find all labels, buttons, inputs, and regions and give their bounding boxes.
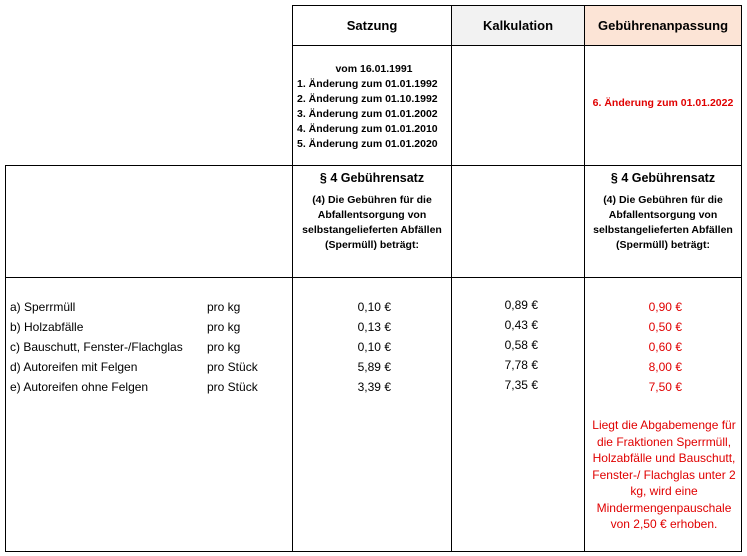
satzung-section-text: (4) Die Gebühren für die Abfallentsorgung von selbstangelieferten Abfällen (Spermüll) beträgt: — [302, 194, 442, 251]
kalkulation-value: 7,35 € — [504, 378, 538, 392]
satzung-change-5: 5. Änderung zum 01.01.2020 — [297, 138, 438, 150]
anpassung-section-title: § 4 Gebührensatz — [610, 171, 716, 185]
satzung-history — [293, 62, 451, 152]
anpassung-value: 7,50 € — [648, 380, 682, 394]
satzung-value: 0,13 € — [357, 320, 391, 334]
row-label: e) Autoreifen ohne Felgen — [10, 380, 149, 394]
satzung-value: 0,10 € — [357, 300, 391, 314]
satzung-change-1: 1. Änderung zum 01.01.1992 — [297, 78, 438, 90]
grid-line — [584, 5, 585, 552]
mindermengen-note: Liegt die Abgabemenge für die Fraktionen Sperrmüll, Holzabfälle und Bauschutt, Fenster-/ Flachglas unter 2 kg, wird eine Mindermengenpauschale von 2,50 € erhoben. — [592, 418, 736, 531]
kalkulation-value: 0,43 € — [504, 318, 538, 332]
anpassung-value: 0,50 € — [648, 320, 682, 334]
grid-line — [741, 5, 742, 552]
kalkulation-value: 7,78 € — [504, 358, 538, 372]
column-header-gebuehrenanpassung: Gebührenanpassung — [597, 18, 729, 33]
anpassung-section-text: (4) Die Gebühren für die Abfallentsorgung von selbstangelieferten Abfällen (Spermüll) beträgt: — [593, 194, 733, 251]
row-unit: pro kg — [207, 320, 241, 334]
row-unit: pro Stück — [207, 360, 258, 374]
grid-line — [292, 45, 742, 46]
satzung-original-date: vom 16.01.1991 — [335, 63, 413, 75]
satzung-value: 5,89 € — [357, 360, 391, 374]
anpassung-value: 0,90 € — [648, 300, 682, 314]
satzung-change-4: 4. Änderung zum 01.01.2010 — [297, 123, 438, 135]
grid-line — [5, 165, 742, 166]
satzung-change-2: 2. Änderung zum 01.10.1992 — [297, 93, 438, 105]
row-unit: pro kg — [207, 340, 241, 354]
row-label: c) Bauschutt, Fenster-/Flachglas — [10, 340, 183, 354]
anpassung-value: 0,60 € — [648, 340, 682, 354]
anpassung-change: 6. Änderung zum 01.01.2022 — [592, 97, 734, 109]
row-unit: pro kg — [207, 300, 241, 314]
grid-line — [5, 277, 742, 278]
row-unit: pro Stück — [207, 380, 258, 394]
satzung-change-3: 3. Änderung zum 01.01.2002 — [297, 108, 438, 120]
grid-line — [5, 551, 742, 552]
row-label: a) Sperrmüll — [10, 300, 76, 314]
column-header-satzung: Satzung — [346, 18, 398, 33]
kalkulation-value: 0,58 € — [504, 338, 538, 352]
column-header-kalkulation: Kalkulation — [482, 18, 554, 33]
satzung-value: 3,39 € — [357, 380, 391, 394]
grid-line — [5, 165, 6, 552]
satzung-section-title: § 4 Gebührensatz — [319, 171, 425, 185]
grid-line — [451, 5, 452, 552]
satzung-value: 0,10 € — [357, 340, 391, 354]
row-label: b) Holzabfälle — [10, 320, 84, 334]
kalkulation-value: 0,89 € — [504, 298, 538, 312]
anpassung-value: 8,00 € — [648, 360, 682, 374]
row-label: d) Autoreifen mit Felgen — [10, 360, 138, 374]
